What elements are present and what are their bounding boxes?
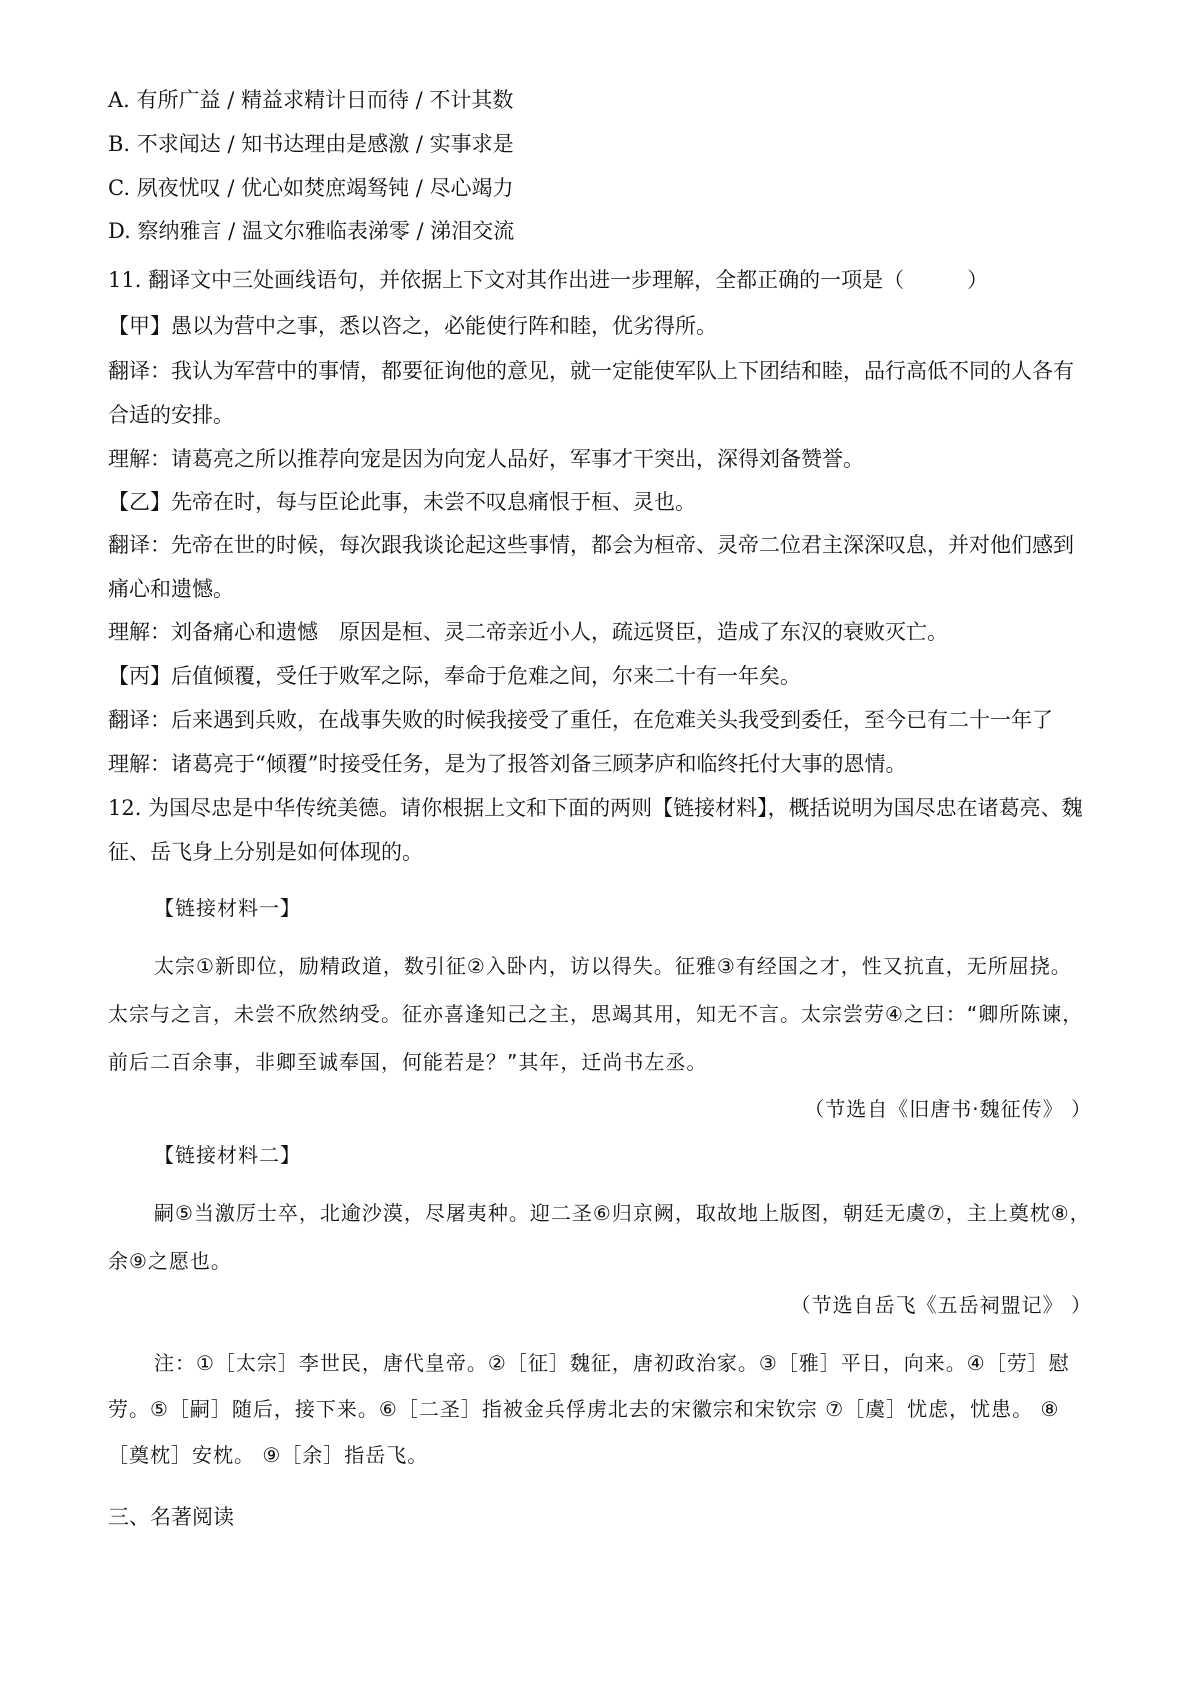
q11-jia-translation-line2: 合适的安排。: [108, 403, 234, 427]
q11-bing-understanding: 理解：诸葛亮于“倾覆”时接受任务，是为了报答刘备三顾茅庐和临终托付大事的恩情。: [108, 752, 907, 776]
q11-bing-translation: 翻译：后来遇到兵败，在战事失败的时候我接受了重任，在危难关头我受到委任，至今已有二十一年了: [108, 708, 1053, 732]
link-material-1-text: 太宗①新即位，励精政道，数引征②入卧内，访以得失。征雅③有经国之才，性又抗直，无所屈挠。太宗与之言，未尝不欣然纳受。征亦喜逢知己之主，思竭其用，知无不言。太宗尝劳④之曰：“卿所陈谏，前后二百余事，非卿至诚奉国，何能若是？”其年，迁尚书左丞。: [108, 954, 1084, 1074]
question-12-stem-line1: 12. 为国尽忠是中华传统美德。请你根据上文和下面的两则【链接材料】，概括说明为国尽忠在诸葛亮、魏: [108, 796, 1083, 820]
option-a[interactable]: A. 有所广益 / 精益求精计日而待 / 不计其数: [108, 88, 514, 112]
option-c[interactable]: C. 夙夜忧叹 / 优心如焚庶竭驽钝 / 尽心竭力: [108, 176, 514, 200]
q11-jia-understanding: 理解：请葛亮之所以推荐向宠是因为向宠人品好，军事才干突出，深得刘备赞誉。: [108, 447, 864, 471]
option-d[interactable]: D. 察纳雅言 / 温文尔雅临表涕零 / 涕泪交流: [108, 219, 515, 243]
link-material-2-source: （节选自岳飞《五岳祠盟记》 ）: [790, 1293, 1092, 1317]
q11-jia-translation-line1: 翻译：我认为军营中的事情，都要征询他的意见，就一定能使军队上下团结和睦，品行高低不同的人各有: [108, 359, 1074, 383]
question-11-stem: 11. 翻译文中三处画线语句，并依据上下文对其作出进一步理解，全都正确的一项是（ ）: [108, 268, 989, 292]
option-b[interactable]: B. 不求闻达 / 知书达理由是感激 / 实事求是: [108, 132, 514, 156]
link-material-1-source: （节选自《旧唐书·魏征传》 ）: [804, 1097, 1092, 1121]
annotation-notes: 注：①［太宗］李世民，唐代皇帝。②［征］魏征，唐初政治家。③［雅］平日，向来。④［劳］慰劳。⑤［嗣］随后，接下来。⑥［二圣］指被金兵俘虏北去的宋徽宗和宋钦宗 ⑦［虞］忧虑，忧患。 ⑧［奠枕］安枕。 ⑨［余］指岳飞。: [108, 1351, 1070, 1467]
link-material-2-text: 嗣⑤当激厉士卒，北逾沙漠，尽屠夷种。迎二圣⑥归京阙，取故地上版图，朝廷无虞⑦，主上奠枕⑧，余⑨之愿也。: [108, 1201, 1091, 1273]
q11-yi-sentence: 【乙】先帝在时，每与臣论此事，未尝不叹息痛恨于桓、灵也。: [108, 490, 696, 514]
q11-yi-translation-line1: 翻译：先帝在世的时候，每次跟我谈论起这些事情，都会为桓帝、灵帝二位君主深深叹息，并对他们感到: [108, 533, 1074, 557]
link-material-2-title: 【链接材料二】: [154, 1143, 301, 1167]
section-3-heading: 三、名著阅读: [108, 1505, 234, 1529]
q11-jia-sentence: 【甲】愚以为营中之事，悉以咨之，必能使行阵和睦，优劣得所。: [108, 314, 717, 338]
link-material-1-title: 【链接材料一】: [154, 896, 301, 920]
question-12-stem-line2: 征、岳飞身上分别是如何体现的。: [108, 840, 423, 864]
q11-yi-translation-line2: 痛心和遗憾。: [108, 577, 234, 601]
q11-yi-understanding: 理解：刘备痛心和遗憾 原因是桓、灵二帝亲近小人，疏远贤臣，造成了东汉的衰败灭亡。: [108, 620, 948, 644]
q11-bing-sentence: 【丙】后值倾覆，受任于败军之际，奉命于危难之间，尔来二十有一年矣。: [108, 664, 801, 688]
